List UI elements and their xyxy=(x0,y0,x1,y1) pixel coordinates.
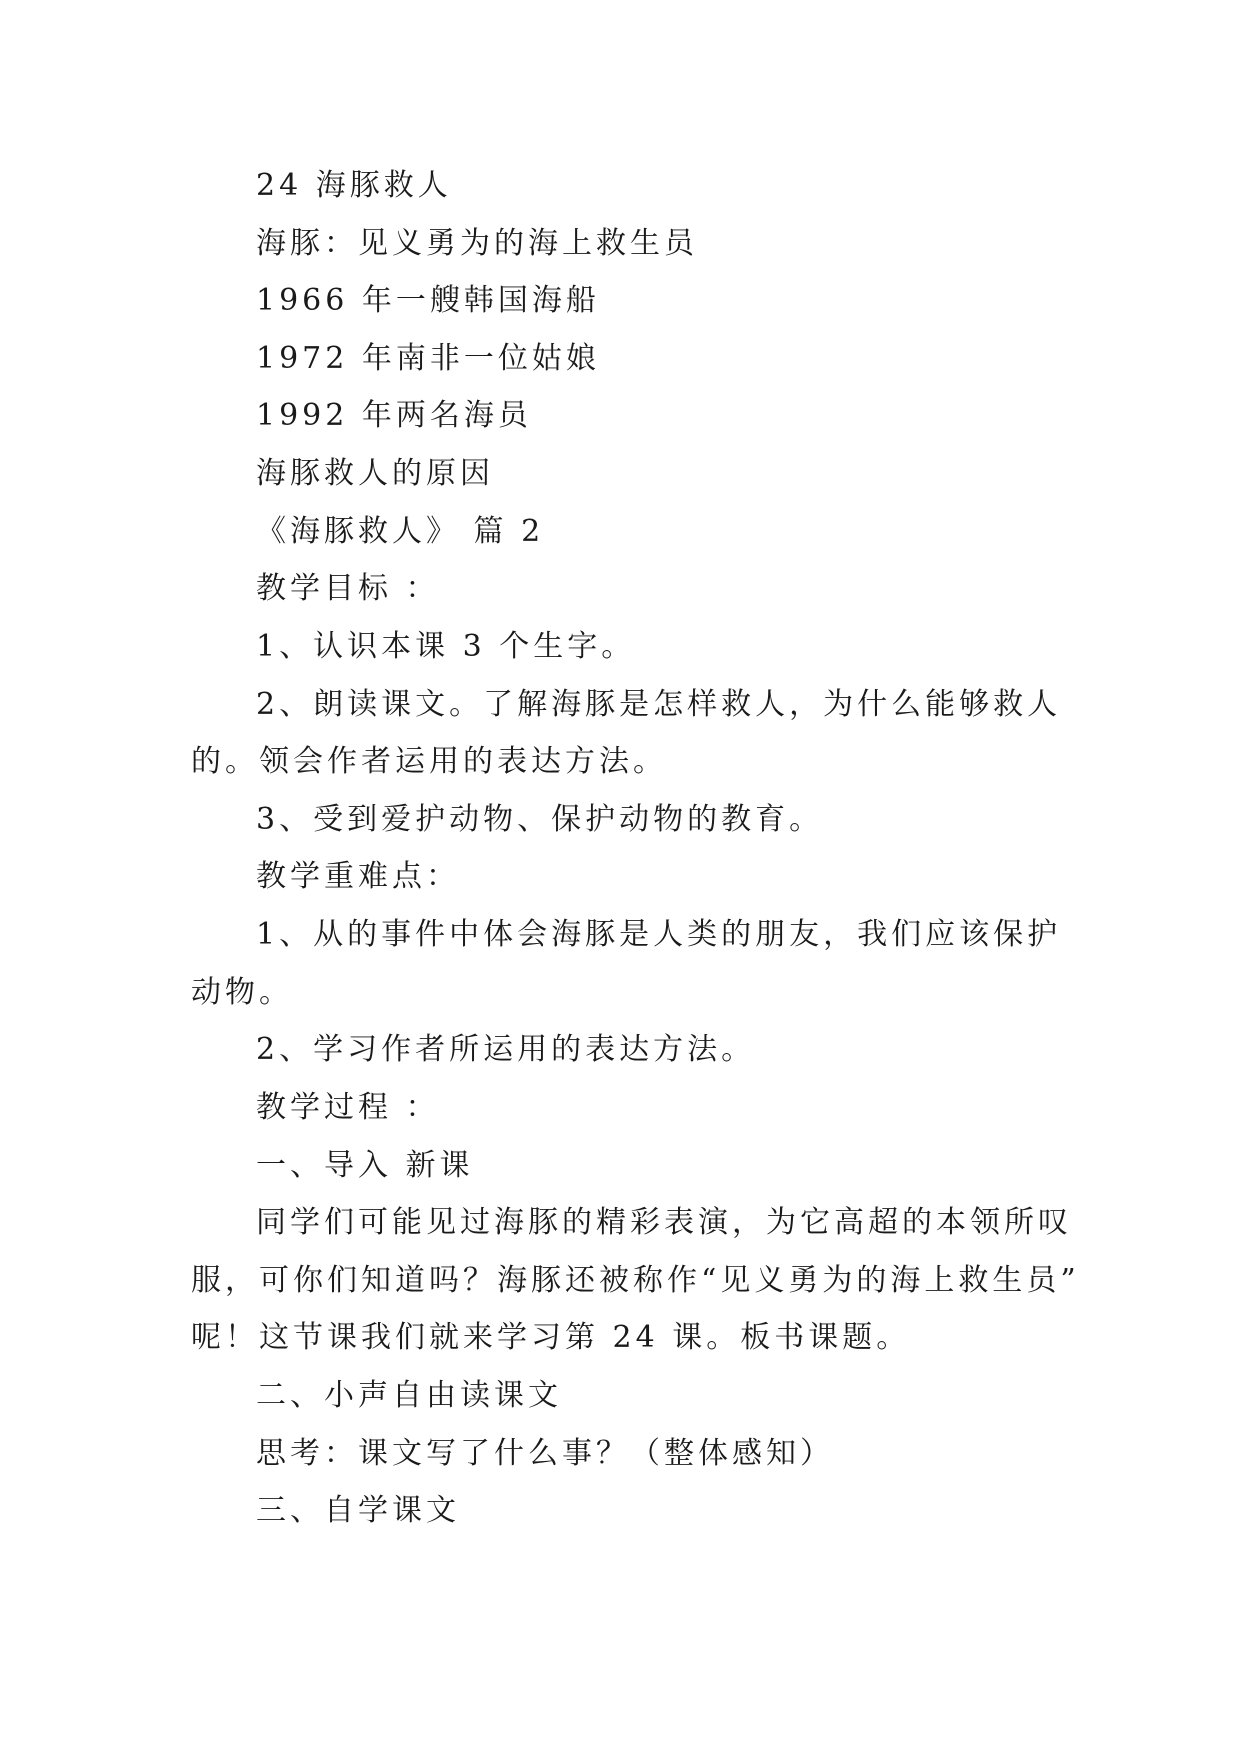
text-line: 二、小声自由读课文 xyxy=(256,1378,562,1413)
section-heading: 教学过程 ： xyxy=(256,1090,440,1125)
text-line: 1、从的事件中体会海豚是人类的朋友，我们应该保护 xyxy=(256,917,1062,952)
text-line: 服，可你们知道吗？海豚还被称作“见义勇为的海上救生员” xyxy=(191,1263,1080,1298)
lesson-title: 24 海豚救人 xyxy=(256,168,452,203)
text-line: 海豚：见义勇为的海上救生员 xyxy=(256,226,698,261)
text-line: 1972 年南非一位姑娘 xyxy=(256,341,600,376)
text-line: 呢！这节课我们就来学习第 24 课。板书课题。 xyxy=(191,1320,911,1355)
text-line: 2、学习作者所运用的表达方法。 xyxy=(256,1032,756,1067)
text-line: 的。领会作者运用的表达方法。 xyxy=(191,744,667,779)
section-heading: 教学目标 ： xyxy=(256,571,440,606)
text-line: 思考：课文写了什么事？（整体感知） xyxy=(256,1436,834,1471)
section-heading: 《海豚救人》 篇 2 xyxy=(256,514,545,549)
section-heading: 教学重难点： xyxy=(256,859,460,894)
text-line: 3、受到爱护动物、保护动物的教育。 xyxy=(256,802,824,837)
text-line: 一、导入 新课 xyxy=(256,1148,474,1183)
text-line: 1992 年两名海员 xyxy=(256,398,532,433)
text-line: 动物。 xyxy=(191,975,293,1010)
text-line: 三、自学课文 xyxy=(256,1493,460,1528)
text-line: 1966 年一艘韩国海船 xyxy=(256,283,600,318)
text-line: 同学们可能见过海豚的精彩表演，为它高超的本领所叹 xyxy=(256,1205,1072,1240)
text-line: 1、认识本课 3 个生字。 xyxy=(256,629,636,664)
text-line: 2、朗读课文。了解海豚是怎样救人，为什么能够救人 xyxy=(256,687,1062,722)
text-line: 海豚救人的原因 xyxy=(256,456,494,491)
